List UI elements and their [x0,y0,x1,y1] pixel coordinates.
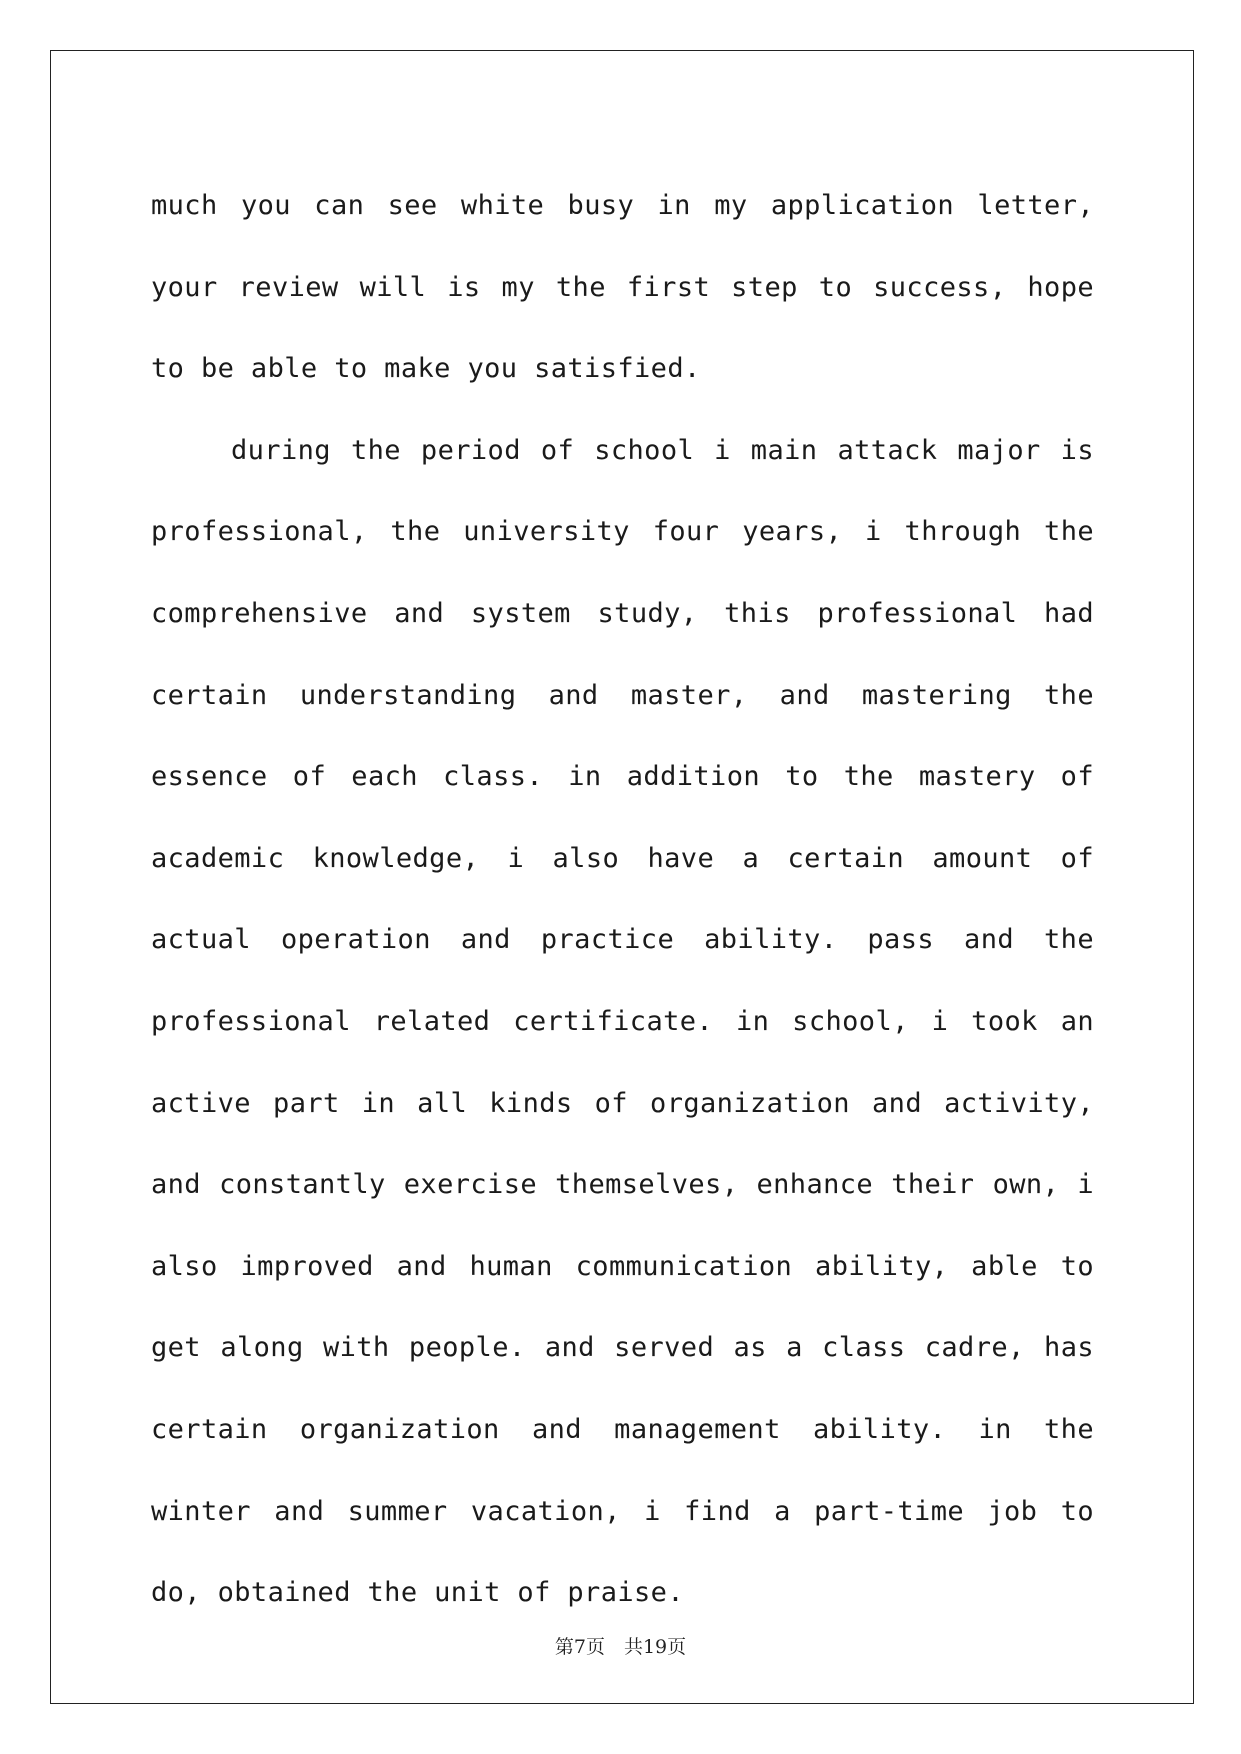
paragraph-2: during the period of school i main attack major is professional, the university four years, i through the comprehensive and system study, this professional had certain understanding and master, and mastering the essence of each class. in addition to the mastery of academic knowledge, i also have a certain amount of actual operation and practice ability. pass and the professional related certificate. in school, i took an active part in all kinds of organization and activity, and constantly exercise themselves, enhance their own, i also improved and human communication ability, able to get along with people. and served as a class cadre, has certain organization and management ability. in the winter and summer vacation, i find a part-time job to do, obtained the unit of praise. [151,434,1094,1609]
page-number-footer: 第7页 共19页 [554,1636,687,1658]
document-body [151,165,1094,1634]
paragraph-1: much you can see white busy in my application letter, your review will is my the first step to success, hope to be able to make you satisfied. [151,190,1094,385]
